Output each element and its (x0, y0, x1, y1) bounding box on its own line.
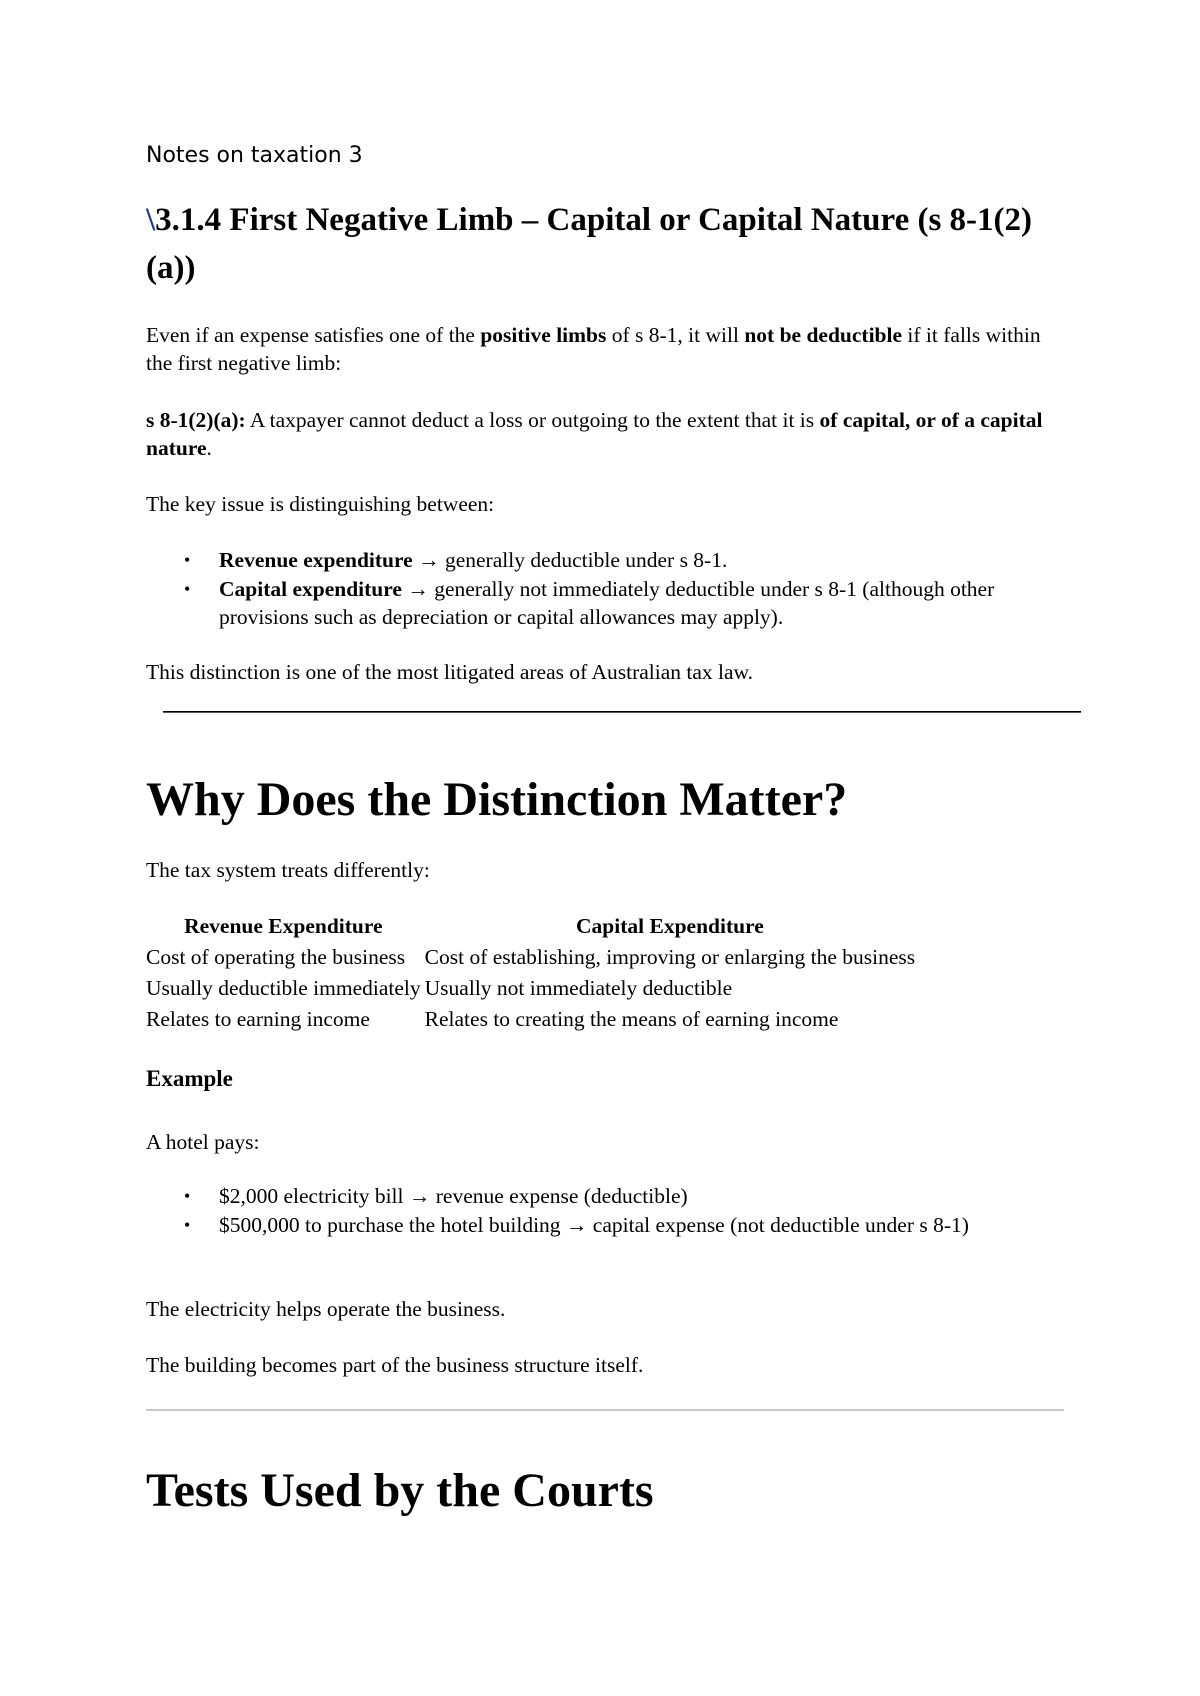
emphasis-positive-limbs: positive limbs (480, 323, 607, 347)
emphasis-not-deductible: not be deductible (744, 323, 903, 347)
horizontal-rule (146, 1409, 1064, 1411)
why-intro: The tax system treats differently: (146, 858, 430, 882)
tests-heading: Tests Used by the Courts (146, 1464, 654, 1517)
example-list (146, 1182, 1061, 1239)
list-item-text: $2,000 electricity bill → revenue expense (deductible) (219, 1184, 688, 1208)
table-cell: Usually deductible immediately (146, 976, 421, 1000)
table-row (144, 973, 917, 1004)
statute-paragraph (146, 406, 1061, 462)
horizontal-rule (163, 711, 1081, 713)
table-row (144, 1004, 917, 1035)
distinction-list-wrap (146, 546, 1061, 632)
document-title: Notes on taxation 3 (146, 143, 363, 168)
list-item-text: $500,000 to purchase the hotel building → capital expense (not deductible under s 8-1) (219, 1213, 969, 1237)
table-cell: Cost of operating the business (146, 945, 406, 969)
text-run: A taxpayer cannot deduct a loss or outgoing to the extent that it is (245, 408, 820, 432)
list-item-text: → generally not immediately deductible under s 8-1 (although other provisions such as depreciation or capital allowances may apply). (219, 577, 995, 629)
example-note-2: The building becomes part of the business structure itself. (146, 1353, 644, 1377)
list-item (146, 546, 1061, 574)
table-row (144, 942, 917, 973)
bullet-icon: • (184, 1186, 191, 1206)
text-run: of s 8-1, it will (606, 323, 745, 347)
table-cell: Cost of establishing, improving or enlarging the business (424, 945, 916, 969)
table-header-cell: Revenue Expenditure (184, 914, 383, 938)
text-run: . (206, 436, 212, 460)
bullet-icon: • (184, 550, 191, 570)
table-header-cell: Capital Expenditure (576, 914, 764, 938)
comparison-table-wrap (144, 910, 917, 1035)
text-run: if it falls within the first negative limb: (146, 323, 1041, 375)
bullet-icon: • (184, 579, 191, 599)
table-cell: Relates to creating the means of earning income (424, 1007, 839, 1031)
intro-paragraph (146, 321, 1061, 377)
example-intro: A hotel pays: (146, 1130, 260, 1154)
table-cell: Relates to earning income (146, 1007, 370, 1031)
heading-text: 3.1.4 First Negative Limb – Capital or Capital Nature (s 8-1(2)(a)) (146, 202, 1033, 286)
list-item-term: Revenue expenditure (219, 548, 413, 572)
table-header-row (144, 910, 917, 942)
bullet-icon: • (184, 1215, 191, 1235)
section-heading (146, 196, 1066, 292)
distinction-list (146, 546, 1061, 631)
list-item-term: Capital expenditure (219, 577, 402, 601)
list-item (146, 1182, 1061, 1210)
table-cell: Usually not immediately deductible (424, 976, 733, 1000)
key-issue-paragraph: The key issue is distinguishing between: (146, 492, 495, 516)
example-heading: Example (146, 1066, 233, 1091)
text-run: Even if an expense satisfies one of the (146, 323, 481, 347)
comparison-table (144, 910, 917, 1035)
heading-prefix: \ (146, 202, 156, 238)
list-item (146, 1211, 1061, 1239)
example-note-1: The electricity helps operate the business. (146, 1297, 506, 1321)
list-item-text: → generally deductible under s 8-1. (412, 548, 728, 572)
emphasis-capital-nature: of capital, or of a capital nature (146, 408, 1043, 460)
litigated-paragraph: This distinction is one of the most litigated areas of Australian tax law. (146, 660, 754, 684)
why-heading: Why Does the Distinction Matter? (146, 773, 848, 826)
statute-reference: s 8-1(2)(a): (146, 408, 246, 432)
example-list-wrap (146, 1182, 1061, 1240)
list-item (146, 575, 1061, 631)
